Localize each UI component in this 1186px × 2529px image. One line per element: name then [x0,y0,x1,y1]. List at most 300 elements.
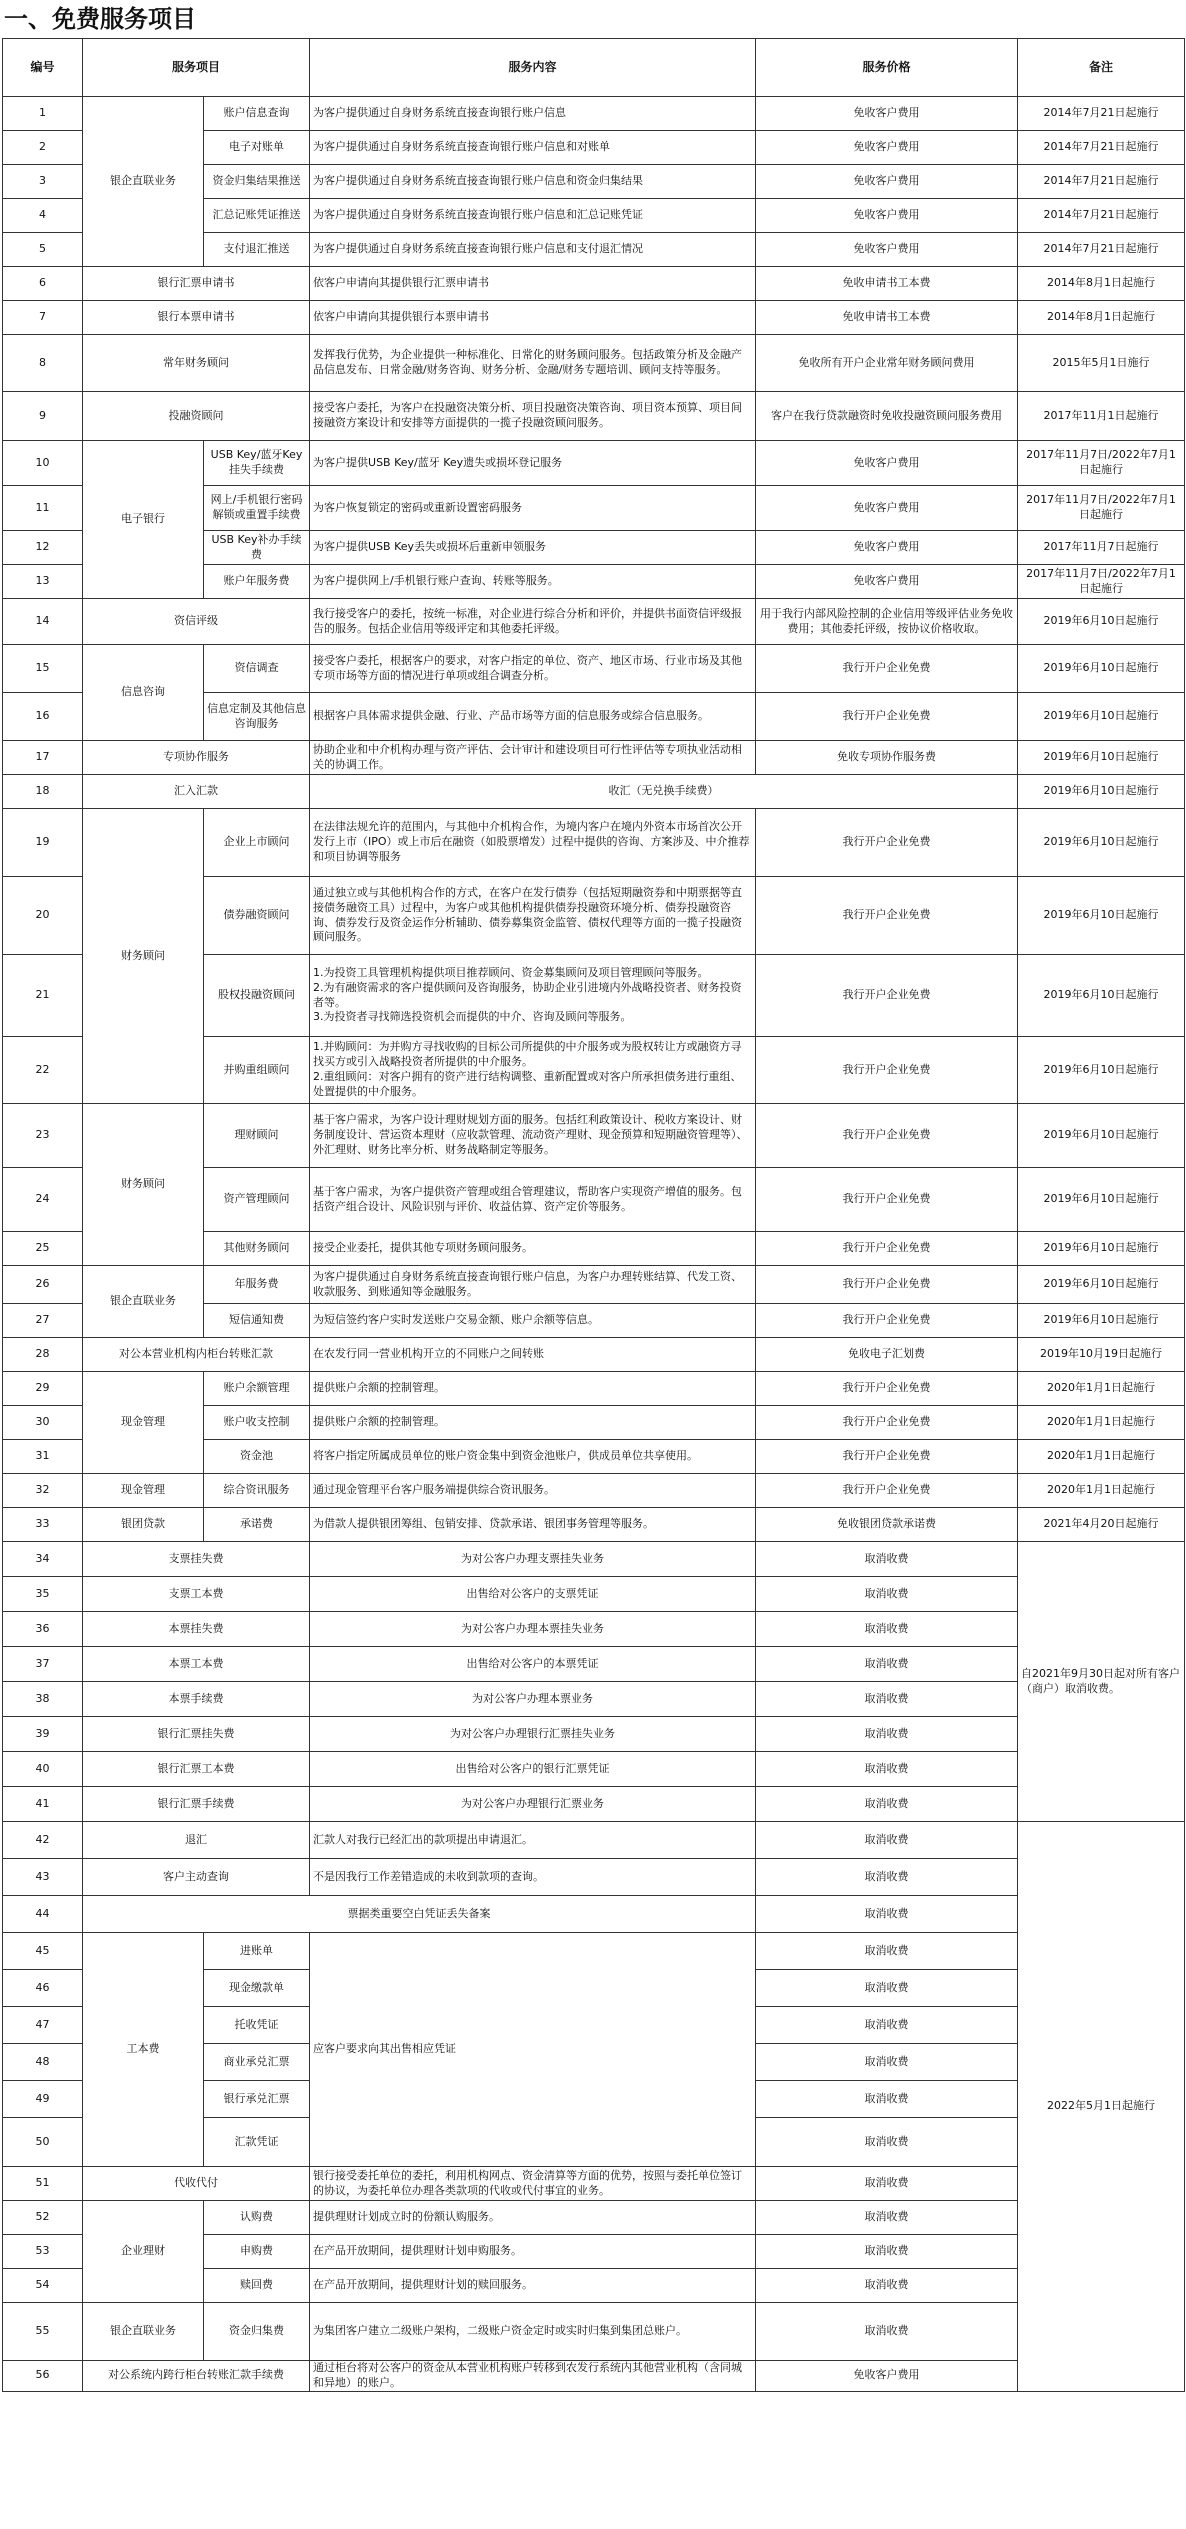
row-number: 47 [3,2007,83,2044]
row-content: 为对公客户办理支票挂失业务 [310,1542,756,1577]
row-remark: 2022年5月1日起施行 [1018,1822,1185,2392]
row-number: 50 [3,2118,83,2167]
row-price: 免收客户费用 [756,131,1018,165]
table-row [3,301,1185,335]
row-number: 3 [3,165,83,199]
row-price: 取消收费 [756,1970,1018,2007]
row-price: 我行开户企业免费 [756,645,1018,693]
row-number: 54 [3,2269,83,2303]
row-price: 免收客户费用 [756,531,1018,565]
row-remark: 2019年6月10日起施行 [1018,809,1185,877]
row-item: 托收凭证 [204,2007,310,2044]
row-content: 在法律法规允许的范围内，与其他中介机构合作，为境内客户在境内外资本市场首次公开发行上市（IPO）或上市后在融资（如股票增发）过程中提供的咨询、方案涉及、中介推荐和项目协调等服务 [310,809,756,877]
row-price: 我行开户企业免费 [756,1037,1018,1104]
row-content: 为客户提供网上/手机银行账户查询、转账等服务。 [310,565,756,599]
row-item: 短信通知费 [204,1304,310,1338]
table-row [3,2201,1185,2235]
row-item: USB Key补办手续费 [204,531,310,565]
row-content: 接受企业委托，提供其他专项财务顾问服务。 [310,1232,756,1266]
row-item: 资信调查 [204,645,310,693]
row-item: 赎回费 [204,2269,310,2303]
row-number: 48 [3,2044,83,2081]
row-number: 29 [3,1372,83,1406]
group-label: 现金管理 [83,1372,204,1474]
row-price: 取消收费 [756,2235,1018,2269]
table-row [3,1474,1185,1508]
table-row [3,645,1185,693]
row-number: 39 [3,1717,83,1752]
row-content: 1.并购顾问：为并购方寻找收购的目标公司所提供的中介服务或为股权转让方或融资方寻找买方或引入战略投资者所提供的中介服务。 2.重组顾问：对客户拥有的资产进行结构调整、重新配置或对客户所承担债务进行重组、处置提供的中介服务。 [310,1037,756,1104]
row-content: 银行接受委托单位的委托，利用机构网点、资金清算等方面的优势，按照与委托单位签订的协议，为委托单位办理各类款项的代收或代付事宜的业务。 [310,2167,756,2201]
row-number: 52 [3,2201,83,2235]
row-remark: 2017年11月7日/2022年7月1日起施行 [1018,441,1185,486]
table-row [3,392,1185,441]
row-number: 16 [3,693,83,741]
row-number: 18 [3,775,83,809]
row-price: 免收客户费用 [756,233,1018,267]
row-item: 本票手续费 [83,1682,310,1717]
row-price: 我行开户企业免费 [756,1104,1018,1168]
row-item: 退汇 [83,1822,310,1859]
row-number: 46 [3,1970,83,2007]
row-remark: 2019年6月10日起施行 [1018,1304,1185,1338]
table-row [3,1542,1185,1577]
row-price: 取消收费 [756,2201,1018,2235]
row-price: 我行开户企业免费 [756,1232,1018,1266]
row-number: 23 [3,1104,83,1168]
group-label: 工本费 [83,1933,204,2167]
row-price: 取消收费 [756,1859,1018,1896]
page-title: 一、免费服务项目 [4,4,196,33]
row-item: 认购费 [204,2201,310,2235]
row-number: 51 [3,2167,83,2201]
row-remark: 2015年5月1日施行 [1018,335,1185,392]
row-remark: 2017年11月7日/2022年7月1日起施行 [1018,486,1185,531]
table-row [3,775,1185,809]
row-number: 5 [3,233,83,267]
row-price: 取消收费 [756,2044,1018,2081]
row-price: 取消收费 [756,2167,1018,2201]
row-content: 提供账户余额的控制管理。 [310,1372,756,1406]
row-price: 我行开户企业免费 [756,877,1018,955]
row-number: 21 [3,955,83,1037]
row-remark: 2019年6月10日起施行 [1018,645,1185,693]
row-content: 为短信签约客户实时发送账户交易金额、账户余额等信息。 [310,1304,756,1338]
row-item: 承诺费 [204,1508,310,1542]
row-remark: 2019年6月10日起施行 [1018,775,1185,809]
row-content: 提供账户余额的控制管理。 [310,1406,756,1440]
row-price: 免收客户费用 [756,565,1018,599]
row-number: 27 [3,1304,83,1338]
row-price: 取消收费 [756,1717,1018,1752]
row-item: 支付退汇推送 [204,233,310,267]
group-label: 企业理财 [83,2201,204,2303]
row-price: 取消收费 [756,1577,1018,1612]
table-row [3,1822,1185,1859]
row-item: 汇入汇款 [83,775,310,809]
row-remark: 2014年8月1日起施行 [1018,301,1185,335]
row-remark: 2014年7月21日起施行 [1018,97,1185,131]
table-row [3,599,1185,645]
row-item: 其他财务顾问 [204,1232,310,1266]
row-item: 代收代付 [83,2167,310,2201]
row-content: 基于客户需求，为客户提供资产管理或组合管理建议，帮助客户实现资产增值的服务。包括资产组合设计、风险识别与评价、收益估算、资产定价等服务。 [310,1168,756,1232]
row-content: 为客户提供USB Key/蓝牙 Key遗失或损坏登记服务 [310,441,756,486]
row-item: 银行汇票工本费 [83,1752,310,1787]
row-item: 银行本票申请书 [83,301,310,335]
table-row [3,809,1185,877]
row-remark: 2014年7月21日起施行 [1018,165,1185,199]
row-number: 38 [3,1682,83,1717]
header-remark: 备注 [1018,39,1185,97]
table-row [3,1682,1185,1717]
row-item: 信息定制及其他信息咨询服务 [204,693,310,741]
row-price: 免收客户费用 [756,441,1018,486]
row-item: 电子对账单 [204,131,310,165]
row-number: 15 [3,645,83,693]
row-item: 资金归集费 [204,2303,310,2361]
row-content: 接受客户委托，为客户在投融资决策分析、项目投融资决策咨询、项目资本预算、项目间接融资方案设计和安排等方面提供的一揽子投融资顾问服务。 [310,392,756,441]
row-remark: 2020年1月1日起施行 [1018,1474,1185,1508]
row-number: 4 [3,199,83,233]
row-price: 免收银团贷款承诺费 [756,1508,1018,1542]
table-row [3,2303,1185,2361]
row-content: 通过独立或与其他机构合作的方式，在客户在发行债券（包括短期融资券和中期票据等直接债务融资工具）过程中，为客户或其他机构提供债券投融资环境分析、债券投融资咨询、债券发行及资金运作分析辅助、债券募集资金监管、债权代理等方面的一揽子投融资顾问服务。 [310,877,756,955]
row-remark: 2019年6月10日起施行 [1018,1037,1185,1104]
fee-table [2,38,1185,2392]
row-price: 取消收费 [756,1682,1018,1717]
row-item: 对公系统内跨行柜台转账汇款手续费 [83,2361,310,2392]
row-item: 企业上市顾问 [204,809,310,877]
table-row [3,267,1185,301]
row-price: 取消收费 [756,1822,1018,1859]
row-price: 我行开户企业免费 [756,809,1018,877]
row-content: 依客户申请向其提供银行汇票申请书 [310,267,756,301]
row-content: 为客户提供通过自身财务系统直接查询银行账户信息和资金归集结果 [310,165,756,199]
row-number: 22 [3,1037,83,1104]
row-remark: 2017年11月1日起施行 [1018,392,1185,441]
row-item: 对公本营业机构内柜台转账汇款 [83,1338,310,1372]
row-content: 为客户恢复锁定的密码或重新设置密码服务 [310,486,756,531]
row-price: 我行开户企业免费 [756,1304,1018,1338]
table-row [3,1647,1185,1682]
table-row [3,1859,1185,1896]
row-content: 收汇（无兑换手续费） [310,775,1018,809]
row-remark: 2014年7月21日起施行 [1018,233,1185,267]
row-price: 客户在我行贷款融资时免收投融资顾问服务费用 [756,392,1018,441]
row-number: 40 [3,1752,83,1787]
row-price: 取消收费 [756,1896,1018,1933]
row-content: 提供理财计划成立时的份额认购服务。 [310,2201,756,2235]
row-remark: 2020年1月1日起施行 [1018,1440,1185,1474]
row-number: 35 [3,1577,83,1612]
row-remark: 2021年4月20日起施行 [1018,1508,1185,1542]
row-price: 我行开户企业免费 [756,1440,1018,1474]
row-item: 支票工本费 [83,1577,310,1612]
row-content: 汇款人对我行已经汇出的款项提出申请退汇。 [310,1822,756,1859]
table-row [3,441,1185,486]
row-content: 接受客户委托，根据客户的要求，对客户指定的单位、资产、地区市场、行业市场及其他专项市场等方面的情况进行单项或组合调查分析。 [310,645,756,693]
row-item: 账户年服务费 [204,565,310,599]
row-price: 取消收费 [756,1787,1018,1822]
row-number: 43 [3,1859,83,1896]
row-price: 免收申请书工本费 [756,267,1018,301]
row-content: 基于客户需求，为客户设计理财规划方面的服务。包括红利政策设计、税收方案设计、财务制度设计、营运资本理财（应收款管理、流动资产理财、现金预算和短期融资管理等）、外汇理财、财务比率分析、财务战略制定等服务。 [310,1104,756,1168]
row-item: 银行汇票申请书 [83,267,310,301]
row-item: 汇款凭证 [204,2118,310,2167]
row-item: 银行汇票挂失费 [83,1717,310,1752]
row-item: 申购费 [204,2235,310,2269]
row-number: 2 [3,131,83,165]
row-item: 专项协作服务 [83,741,310,775]
table-row [3,1104,1185,1168]
row-remark: 2014年7月21日起施行 [1018,131,1185,165]
row-content: 为对公客户办理本票挂失业务 [310,1612,756,1647]
row-number: 37 [3,1647,83,1682]
row-number: 12 [3,531,83,565]
row-content: 在农发行同一营业机构开立的不同账户之间转账 [310,1338,756,1372]
row-content: 在产品开放期间，提供理财计划申购服务。 [310,2235,756,2269]
row-content: 出售给对公客户的支票凭证 [310,1577,756,1612]
row-content: 协助企业和中介机构办理与资产评估、会计审计和建设项目可行性评估等专项执业活动相关的协调工作。 [310,741,756,775]
row-remark: 2019年6月10日起施行 [1018,955,1185,1037]
row-remark: 2020年1月1日起施行 [1018,1372,1185,1406]
group-label: 银企直联业务 [83,2303,204,2361]
row-price: 取消收费 [756,2269,1018,2303]
group-label: 银团贷款 [83,1508,204,1542]
row-item: 本票工本费 [83,1647,310,1682]
row-remark: 2019年6月10日起施行 [1018,693,1185,741]
group-label: 财务顾问 [83,1104,204,1266]
row-number: 44 [3,1896,83,1933]
row-price: 我行开户企业免费 [756,1168,1018,1232]
row-price: 我行开户企业免费 [756,1474,1018,1508]
row-item: 银行承兑汇票 [204,2081,310,2118]
header-no: 编号 [3,39,83,97]
row-number: 1 [3,97,83,131]
row-number: 41 [3,1787,83,1822]
row-number: 34 [3,1542,83,1577]
row-remark: 2019年6月10日起施行 [1018,877,1185,955]
row-price: 免收客户费用 [756,165,1018,199]
table-row [3,1508,1185,1542]
row-content: 在产品开放期间，提供理财计划的赎回服务。 [310,2269,756,2303]
group-label: 信息咨询 [83,645,204,741]
row-item: USB Key/蓝牙Key挂失手续费 [204,441,310,486]
row-price: 免收客户费用 [756,2361,1018,2392]
row-remark: 2019年6月10日起施行 [1018,741,1185,775]
row-number: 13 [3,565,83,599]
header-item: 服务项目 [83,39,310,97]
row-item: 资产管理顾问 [204,1168,310,1232]
row-number: 45 [3,1933,83,1970]
row-number: 28 [3,1338,83,1372]
table-row [3,1787,1185,1822]
row-price: 取消收费 [756,2118,1018,2167]
row-number: 30 [3,1406,83,1440]
row-content: 我行接受客户的委托，按统一标准，对企业进行综合分析和评价，并提供书面资信评级报告的服务。包括企业信用等级评定和其他委托评级。 [310,599,756,645]
row-remark: 2014年8月1日起施行 [1018,267,1185,301]
row-item: 年服务费 [204,1266,310,1304]
row-content: 为对公客户办理银行汇票挂失业务 [310,1717,756,1752]
row-item: 资信评级 [83,599,310,645]
row-remark: 2017年11月7日/2022年7月1日起施行 [1018,565,1185,599]
row-remark: 2014年7月21日起施行 [1018,199,1185,233]
row-remark: 2017年11月7日起施行 [1018,531,1185,565]
row-number: 14 [3,599,83,645]
table-row [3,1752,1185,1787]
group-label: 电子银行 [83,441,204,599]
row-content: 为客户提供通过自身财务系统直接查询银行账户信息和汇总记账凭证 [310,199,756,233]
row-content: 票据类重要空白凭证丢失备案 [83,1896,756,1933]
row-item: 股权投融资顾问 [204,955,310,1037]
row-number: 24 [3,1168,83,1232]
row-content: 为客户提供USB Key丢失或损坏后重新申领服务 [310,531,756,565]
row-price: 取消收费 [756,1752,1018,1787]
row-number: 42 [3,1822,83,1859]
row-number: 33 [3,1508,83,1542]
row-item: 常年财务顾问 [83,335,310,392]
row-number: 10 [3,441,83,486]
row-item: 本票挂失费 [83,1612,310,1647]
row-price: 免收所有开户企业常年财务顾问费用 [756,335,1018,392]
row-number: 17 [3,741,83,775]
row-number: 26 [3,1266,83,1304]
table-row [3,1338,1185,1372]
row-remark: 2019年6月10日起施行 [1018,1168,1185,1232]
row-content: 为借款人提供银团筹组、包销安排、贷款承诺、银团事务管理等服务。 [310,1508,756,1542]
header-row [3,39,1185,97]
row-number: 32 [3,1474,83,1508]
header-price: 服务价格 [756,39,1018,97]
row-number: 56 [3,2361,83,2392]
row-item: 账户信息查询 [204,97,310,131]
row-content: 不是因我行工作差错造成的未收到款项的查询。 [310,1859,756,1896]
table-row [3,1717,1185,1752]
row-item: 账户余额管理 [204,1372,310,1406]
row-number: 55 [3,2303,83,2361]
row-number: 8 [3,335,83,392]
row-content: 将客户指定所属成员单位的账户资金集中到资金池账户，供成员单位共享使用。 [310,1440,756,1474]
row-remark: 2019年6月10日起施行 [1018,1232,1185,1266]
header-content: 服务内容 [310,39,756,97]
table-row [3,97,1185,131]
row-price: 免收客户费用 [756,97,1018,131]
row-content: 为客户提供通过自身财务系统直接查询银行账户信息和对账单 [310,131,756,165]
row-item: 资金归集结果推送 [204,165,310,199]
row-content: 根据客户具体需求提供金融、行业、产品市场等方面的信息服务或综合信息服务。 [310,693,756,741]
row-item: 投融资顾问 [83,392,310,441]
row-price: 免收专项协作服务费 [756,741,1018,775]
row-content: 依客户申请向其提供银行本票申请书 [310,301,756,335]
row-item: 债券融资顾问 [204,877,310,955]
row-number: 7 [3,301,83,335]
row-remark: 2019年6月10日起施行 [1018,1104,1185,1168]
row-item: 进账单 [204,1933,310,1970]
row-price: 我行开户企业免费 [756,1372,1018,1406]
row-price: 取消收费 [756,2081,1018,2118]
row-number: 11 [3,486,83,531]
row-item: 综合资讯服务 [204,1474,310,1508]
row-number: 6 [3,267,83,301]
row-number: 53 [3,2235,83,2269]
row-remark: 自2021年9月30日起对所有客户（商户）取消收费。 [1018,1542,1185,1822]
row-number: 25 [3,1232,83,1266]
row-content: 应客户要求向其出售相应凭证 [310,1933,756,2167]
row-item: 理财顾问 [204,1104,310,1168]
row-item: 账户收支控制 [204,1406,310,1440]
row-content: 出售给对公客户的本票凭证 [310,1647,756,1682]
table-row [3,2167,1185,2201]
row-item: 并购重组顾问 [204,1037,310,1104]
group-label: 现金管理 [83,1474,204,1508]
row-content: 发挥我行优势，为企业提供一种标准化、日常化的财务顾问服务。包括政策分析及金融产品信息发布、日常金融/财务咨询、财务分析、金融/财务专题培训、顾问支持等服务。 [310,335,756,392]
row-number: 31 [3,1440,83,1474]
table-row [3,1577,1185,1612]
row-price: 取消收费 [756,1933,1018,1970]
row-price: 免收客户费用 [756,486,1018,531]
table-row [3,335,1185,392]
row-price: 取消收费 [756,2303,1018,2361]
row-number: 36 [3,1612,83,1647]
group-label: 银企直联业务 [83,1266,204,1338]
table-row [3,1933,1185,1970]
row-content: 出售给对公客户的银行汇票凭证 [310,1752,756,1787]
row-remark: 2020年1月1日起施行 [1018,1406,1185,1440]
row-price: 用于我行内部风险控制的企业信用等级评估业务免收费用；其他委托评级，按协议价格收取。 [756,599,1018,645]
row-price: 免收客户费用 [756,199,1018,233]
row-remark: 2019年6月10日起施行 [1018,1266,1185,1304]
row-content: 为对公客户办理银行汇票业务 [310,1787,756,1822]
row-price: 我行开户企业免费 [756,693,1018,741]
row-price: 我行开户企业免费 [756,1266,1018,1304]
row-remark: 2019年6月10日起施行 [1018,599,1185,645]
group-label: 银企直联业务 [83,97,204,267]
row-price: 取消收费 [756,1612,1018,1647]
row-item: 支票挂失费 [83,1542,310,1577]
row-remark: 2019年10月19日起施行 [1018,1338,1185,1372]
row-price: 取消收费 [756,2007,1018,2044]
table-row [3,1612,1185,1647]
row-price: 取消收费 [756,1647,1018,1682]
row-item: 网上/手机银行密码解锁或重置手续费 [204,486,310,531]
row-item: 资金池 [204,1440,310,1474]
row-content: 为客户提供通过自身财务系统直接查询银行账户信息，为客户办理转账结算、代发工资、收款服务、到账通知等金融服务。 [310,1266,756,1304]
row-price: 我行开户企业免费 [756,955,1018,1037]
row-item: 银行汇票手续费 [83,1787,310,1822]
row-content: 为客户提供通过自身财务系统直接查询银行账户信息 [310,97,756,131]
row-item: 商业承兑汇票 [204,2044,310,2081]
table-row [3,1372,1185,1406]
row-content: 通过柜台将对公客户的资金从本营业机构账户转移到农发行系统内其他营业机构（含同城和异地）的账户。 [310,2361,756,2392]
row-number: 9 [3,392,83,441]
table-row [3,2361,1185,2392]
row-item: 客户主动查询 [83,1859,310,1896]
row-content: 为客户提供通过自身财务系统直接查询银行账户信息和支付退汇情况 [310,233,756,267]
row-content: 1.为投资工具管理机构提供项目推荐顾问、资金募集顾问及项目管理顾问等服务。 2.为有融资需求的客户提供顾问及咨询服务，协助企业引进境内外战略投资者、财务投资者等。 3.为投资者寻找筛选投资机会而提供的中介、咨询及顾问等服务。 [310,955,756,1037]
row-price: 我行开户企业免费 [756,1406,1018,1440]
row-price: 免收申请书工本费 [756,301,1018,335]
table-row [3,741,1185,775]
row-number: 20 [3,877,83,955]
row-number: 19 [3,809,83,877]
row-price: 免收电子汇划费 [756,1338,1018,1372]
row-content: 为集团客户建立二级账户架构，二级账户资金定时或实时归集到集团总账户。 [310,2303,756,2361]
row-item: 现金缴款单 [204,1970,310,2007]
table-row [3,1896,1185,1933]
row-content: 通过现金管理平台客户服务端提供综合资讯服务。 [310,1474,756,1508]
row-content: 为对公客户办理本票业务 [310,1682,756,1717]
